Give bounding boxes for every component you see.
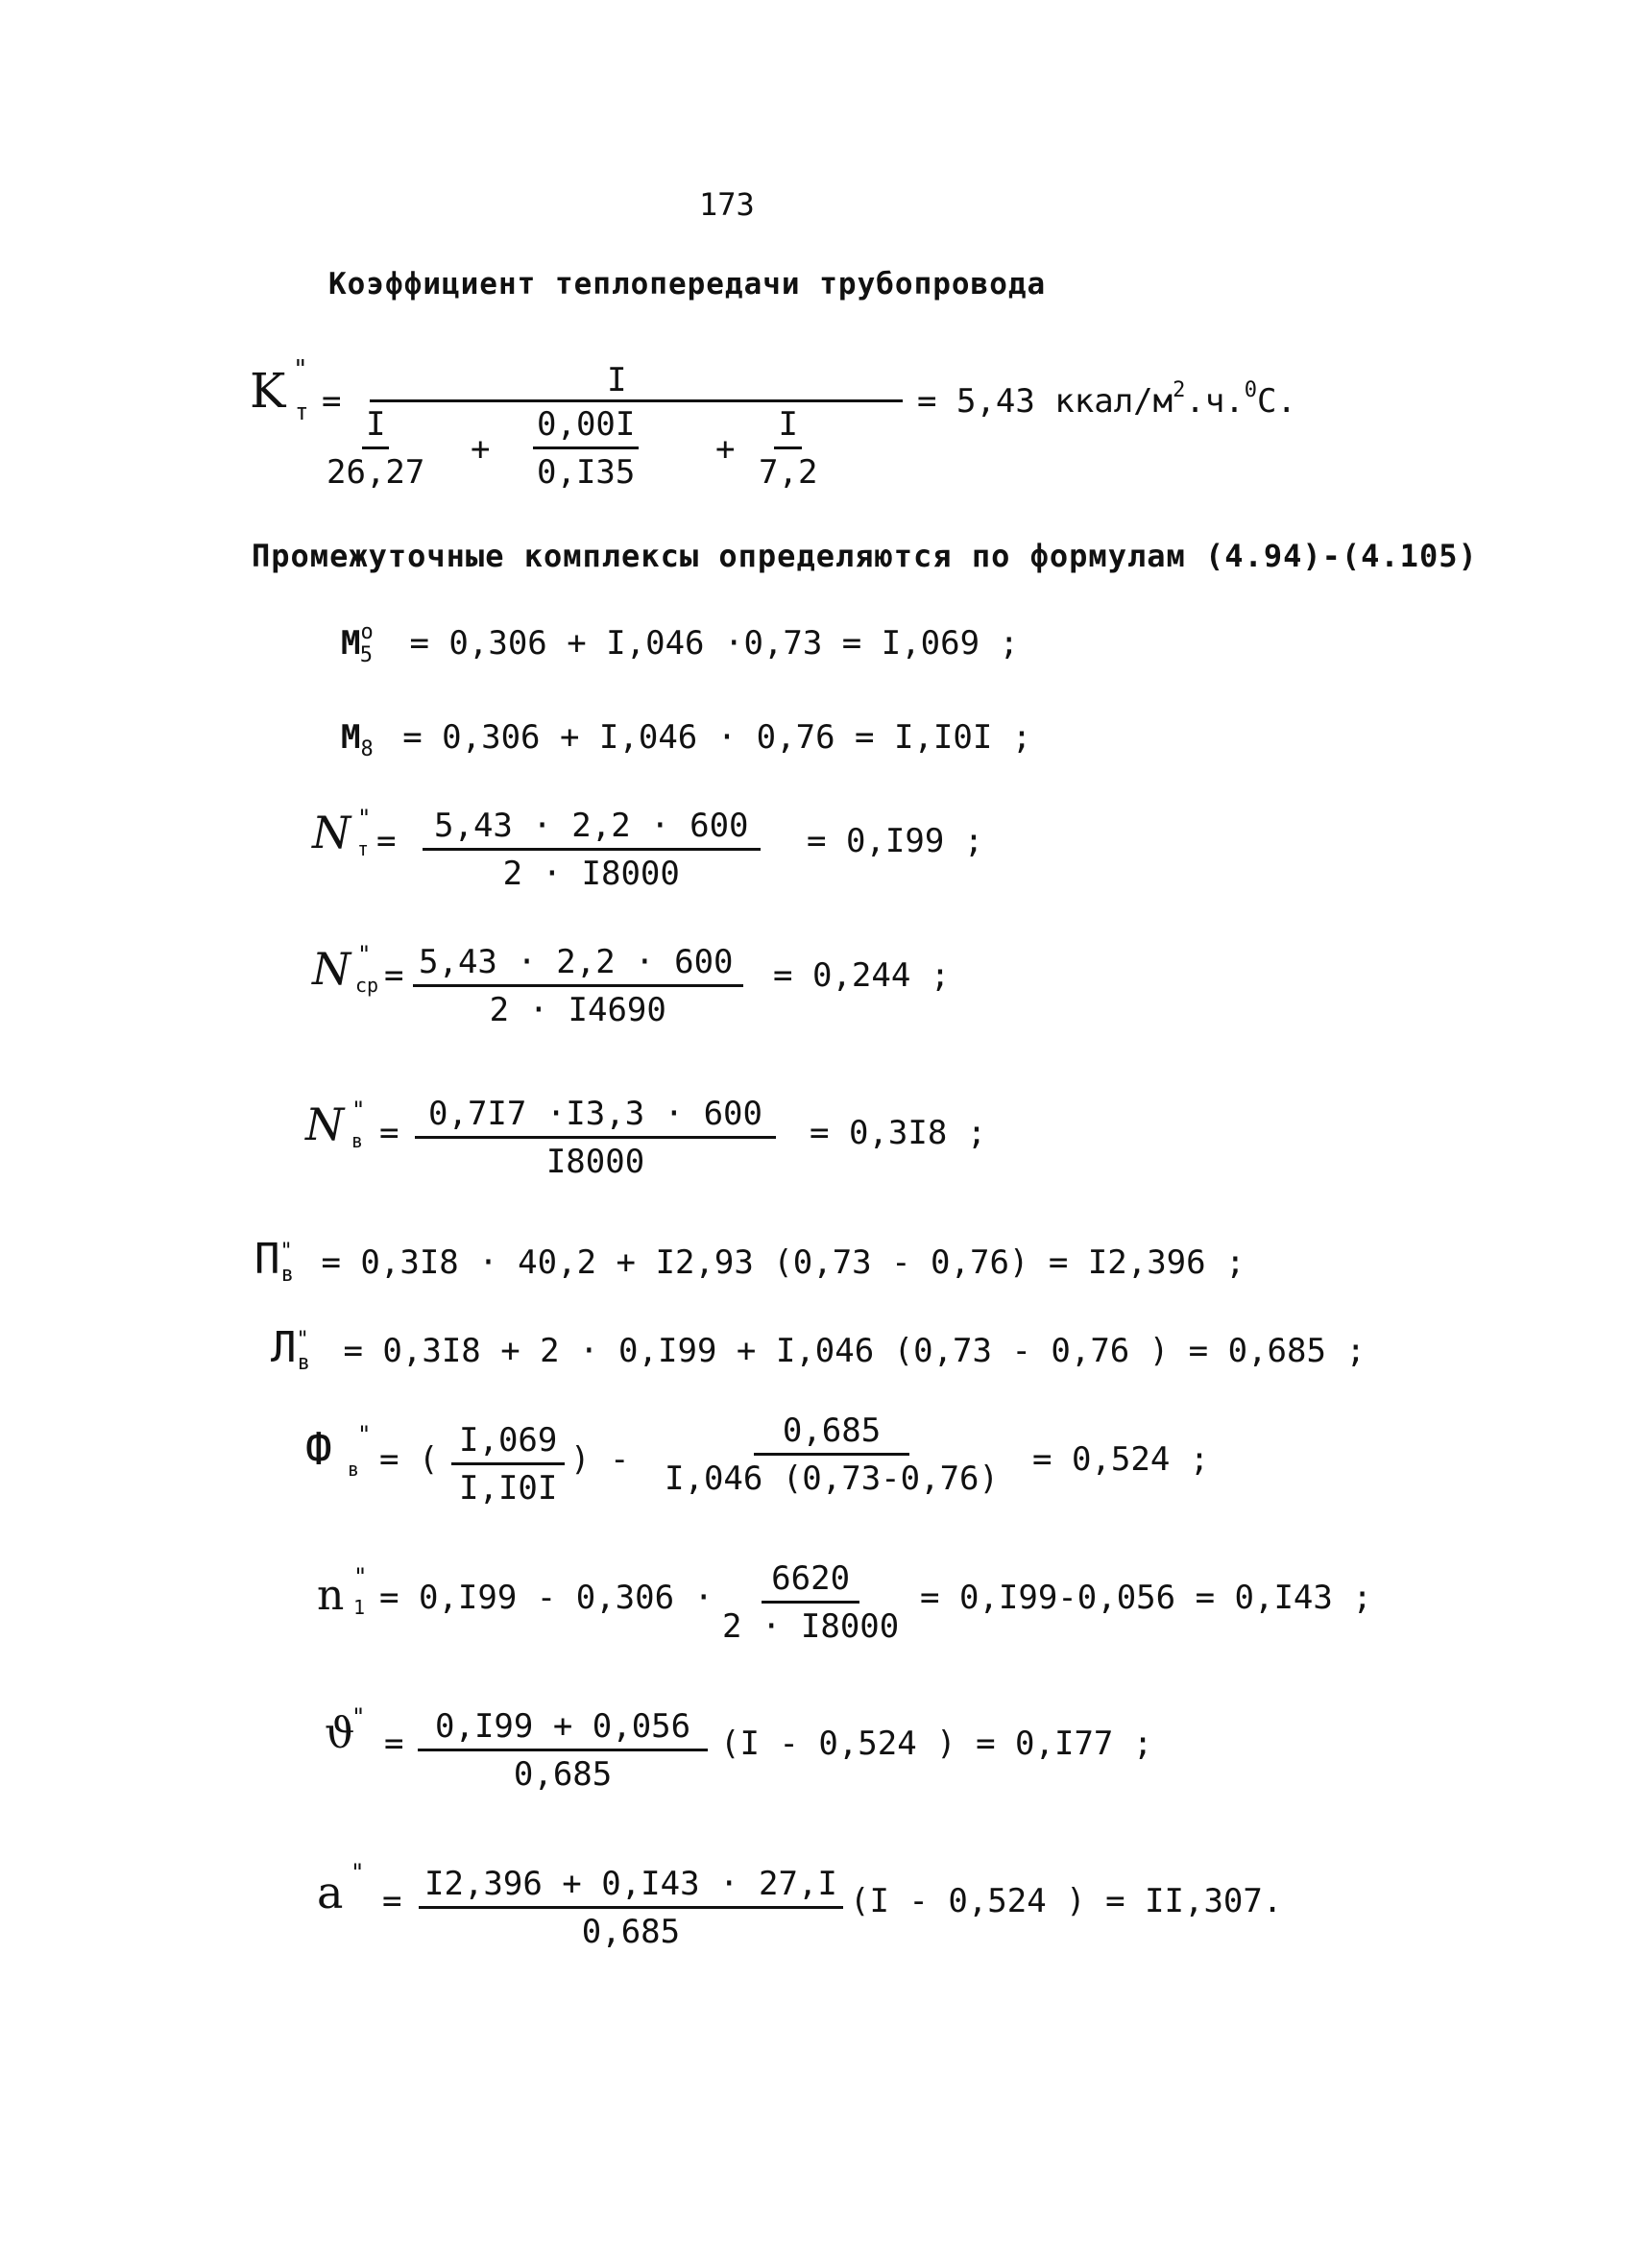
n-b-result: = 0,3I8 ; — [810, 1114, 987, 1152]
kt-term-3: $\frac{I}{7,2}$ — [759, 405, 818, 492]
b-result: (I - 0,524 ) = 0,I77 ; — [720, 1725, 1153, 1763]
kt-sub: т — [295, 398, 309, 425]
n-1-fraction: $\frac{6620}{2 \cdot I8000}$ — [722, 1559, 900, 1646]
heading-heat-transfer: Коэффициент теплопередачи трубопровода — [328, 267, 1047, 302]
kt-top-numerator: I — [607, 361, 627, 399]
n-t-symbol: N — [312, 807, 351, 858]
n-cp-fraction: $\frac{5,43 \cdot 2,2 \cdot 600}{2 \cdot I4690}$ — [413, 943, 743, 1029]
f-b-fraction-2: $\frac{0,685}{I,046 (0,73-0,76)}$ — [665, 1411, 999, 1498]
a-symbol: a — [317, 1867, 344, 1918]
formula-p-b: $П^"_в = 0,3I8 \cdot 40,2 + I2,93$ (0,73 - 0,76) = I2,396 ; — [254, 1235, 1246, 1287]
document-page: 173 Коэффициент теплопередачи трубопровода K " т = I $\frac{I}{26,27}$ + $\frac{0,00I}{0,I35}$ + $\frac{I}{7,2}$ = 5,43 ккал/$м^2.ч.^0С$. Промежуточные комплексы определяются по формулам (4.94)-(4.105) $M^o_5 = 0,306 + I,046 \cdot 0,73 = I,069$ ; $M_8 = 0,306 + I,046 \cdot 0,76 = I,I0I$ ; N " т = $\frac{5,43 \cdot 2,2 \cdot 600}{2 \cdot I8000}$ = 0,I99 ; N " ср = $\frac{5,43 \cdot 2,2 \cdot 600}{2 \cdot I4690}$ = 0,244 ; N " в = $\frac{0,7I7 \cdot I3,3 \cdot 600}{I8000}$ = 0,3I8 ; $П^"_в = 0,3I8 \cdot 40,2 + I2,93$ (0,73 - 0,76) = I2,396 ; $Л^"_в = 0,3I8 + 2 \cdot 0,I99 + I,046$ (0,73 - 0,76 ) = 0,685 ; Ф " в = ( $\frac{I,069}{I,I0I}$ ) - $\frac{0,685}{I,046 (0,73-0,76)}$ = 0,524 ; n " 1 = 0,I99 - 0,306 · $\frac{6620}{2 \cdot I8000}$ = 0,I99-0,056 = 0,I43 ; ϑ " = $\frac{0,I99 + 0,056}{0,685}$ (I - 0,524 ) = 0,I77 ; a " = $\frac{I2,396 + 0,I43 \cdot 27,I}{0,685}$ (I - 0,524 ) = II,307. — [250, 186, 1478, 1951]
formula-m5: $M^o_5 = 0,306 + I,046 \cdot 0,73 = I,069$ ; — [341, 620, 1020, 667]
f-b-fraction-1: $\frac{I,069}{I,I0I}$ — [451, 1421, 565, 1508]
kt-result: = 5,43 ккал/$м^2.ч.^0С$. — [917, 378, 1296, 421]
f-b-result: = 0,524 ; — [1032, 1440, 1210, 1479]
intermediate-complexes-text: Промежуточные комплексы определяются по формулам (4.94)-(4.105) — [252, 538, 1478, 574]
n-b-symbol: N — [305, 1098, 345, 1150]
n-1-symbol: n — [317, 1571, 345, 1620]
a-fraction: $\frac{I2,396 + 0,I43 \cdot 27,I}{0,685}$ — [419, 1865, 843, 1951]
kt-term-1: $\frac{I}{26,27}$ — [327, 405, 425, 492]
kt-main-fraction-bar — [370, 399, 903, 402]
formula-m8: $M_8 = 0,306 + I,046 \cdot 0,76 = I,I0I$ ; — [341, 718, 1032, 761]
n-t-fraction: $\frac{5,43 \cdot 2,2 \cdot 600}{2 \cdot I8000}$ — [423, 807, 761, 893]
n-b-fraction: $\frac{0,7I7 \cdot I3,3 \cdot 600}{I8000}$ — [415, 1095, 776, 1181]
kt-sup: " — [293, 355, 308, 384]
n-cp-result: = 0,244 ; — [773, 956, 951, 995]
n-t-result: = 0,I99 ; — [807, 822, 984, 860]
kt-term-2: $\frac{0,00I}{0,I35}$ — [533, 405, 639, 492]
b-symbol: ϑ — [325, 1709, 355, 1758]
kt-symbol: K — [250, 363, 286, 419]
page-number: 173 — [699, 186, 755, 223]
a-result: (I - 0,524 ) = II,307. — [850, 1882, 1283, 1920]
b-fraction: $\frac{0,I99 + 0,056}{0,685}$ — [418, 1707, 708, 1794]
n-1-result: = 0,I99-0,056 = 0,I43 ; — [920, 1579, 1372, 1617]
n-cp-symbol: N — [312, 943, 351, 995]
formula-l-b: $Л^"_в = 0,3I8 + 2 \cdot 0,I99 + I,046$ (0,73 - 0,76 ) = 0,685 ; — [271, 1323, 1366, 1375]
f-b-symbol: Ф — [305, 1423, 332, 1475]
